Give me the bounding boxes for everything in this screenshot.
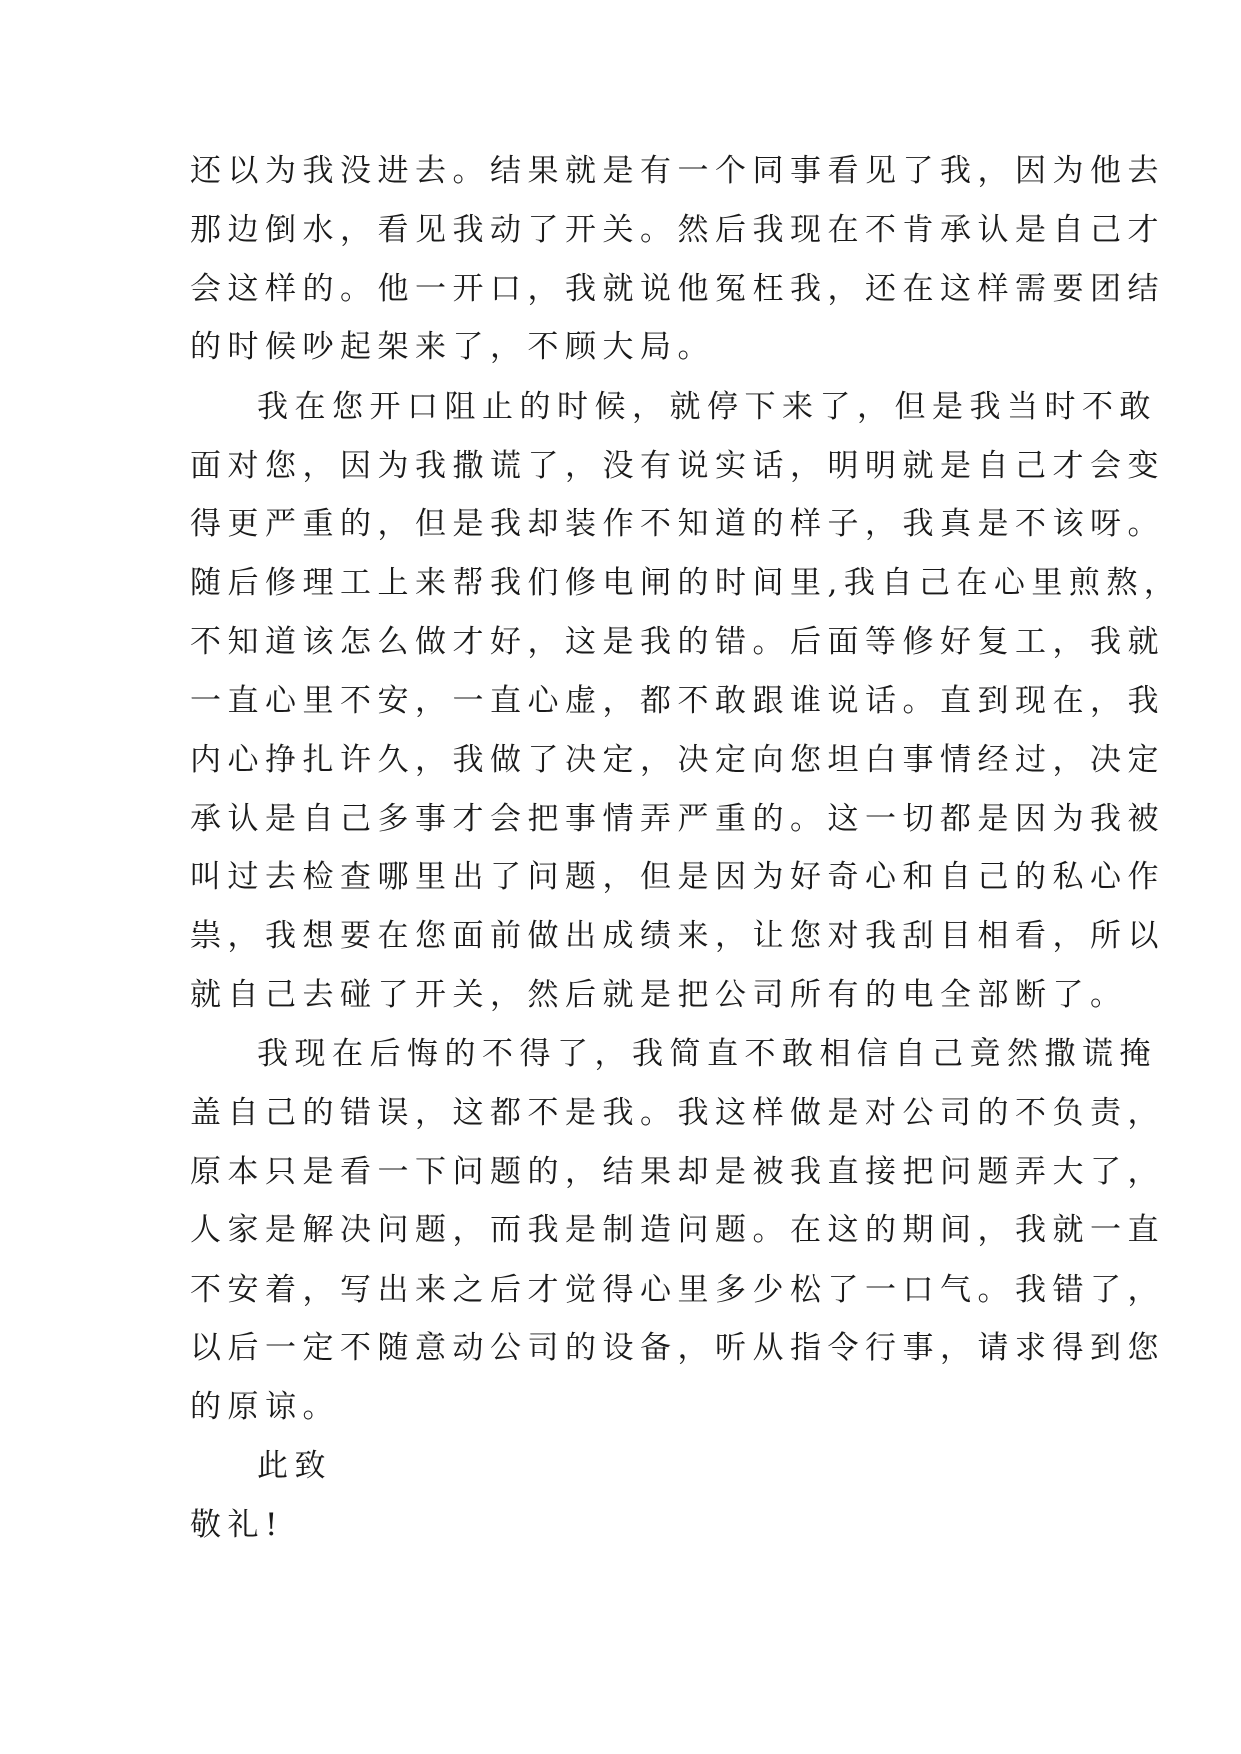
- paragraph-2-line-2: 面对您，因为我撒谎了，没有说实话，明明就是自己才会变: [190, 448, 1165, 484]
- paragraph-2-line-7: 内心挣扎许久，我做了决定，决定向您坦白事情经过，决定: [190, 742, 1165, 778]
- paragraph-3-line-6: 以后一定不随意动公司的设备，听从指令行事，请求得到您: [190, 1330, 1165, 1366]
- paragraph-3-line-7: 的原谅。: [190, 1389, 340, 1425]
- paragraph-2-line-1: 我在您开口阻止的时候，就停下来了，但是我当时不敢: [257, 389, 1157, 425]
- paragraph-3-line-2: 盖自己的错误，这都不是我。我这样做是对公司的不负责，: [190, 1095, 1165, 1131]
- paragraph-3-line-5: 不安着，写出来之后才觉得心里多少松了一口气。我错了，: [190, 1272, 1165, 1308]
- paragraph-1-line-4: 的时候吵起架来了，不顾大局。: [190, 329, 715, 365]
- paragraph-2-line-8: 承认是自己多事才会把事情弄严重的。这一切都是因为我被: [190, 801, 1165, 837]
- paragraph-2-line-5: 不知道该怎么做才好，这是我的错。后面等修好复工，我就: [190, 624, 1165, 660]
- paragraph-2-line-4: 随后修理工上来帮我们修电闸的时间里,我自己在心里煎熬，: [190, 565, 1182, 601]
- paragraph-2-line-6: 一直心里不安，一直心虚，都不敢跟谁说话。直到现在，我: [190, 683, 1165, 719]
- paragraph-2-line-10: 祟，我想要在您面前做出成绩来，让您对我刮目相看，所以: [190, 918, 1165, 954]
- paragraph-1-line-1: 还以为我没进去。结果就是有一个同事看见了我，因为他去: [190, 153, 1165, 189]
- salutation-text: 敬礼!: [190, 1507, 284, 1543]
- closing-text: 此致: [257, 1448, 332, 1484]
- paragraph-2-line-3: 得更严重的，但是我却装作不知道的样子，我真是不该呀。: [190, 506, 1165, 542]
- paragraph-3-line-4: 人家是解决问题，而我是制造问题。在这的期间，我就一直: [190, 1212, 1165, 1248]
- paragraph-2-line-11: 就自己去碰了开关，然后就是把公司所有的电全部断了。: [190, 977, 1128, 1013]
- paragraph-3-line-3: 原本只是看一下问题的，结果却是被我直接把问题弄大了，: [190, 1154, 1165, 1190]
- paragraph-2-line-9: 叫过去检查哪里出了问题，但是因为好奇心和自己的私心作: [190, 859, 1165, 895]
- paragraph-1-line-2: 那边倒水，看见我动了开关。然后我现在不肯承认是自己才: [190, 212, 1165, 248]
- paragraph-3-line-1: 我现在后悔的不得了，我简直不敢相信自己竟然撒谎掩: [257, 1036, 1157, 1072]
- paragraph-1-line-3: 会这样的。他一开口，我就说他冤枉我，还在这样需要团结: [190, 271, 1165, 307]
